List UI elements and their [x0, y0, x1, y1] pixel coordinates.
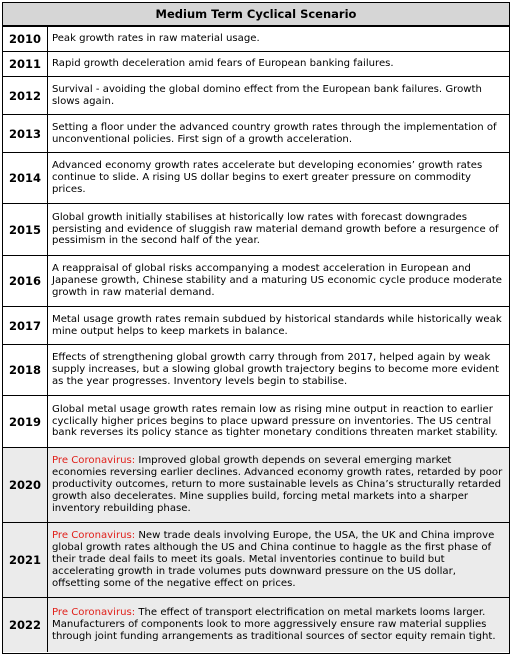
table-row [3, 448, 509, 523]
row-text [48, 77, 509, 114]
row-text [48, 256, 509, 306]
table-row [3, 307, 509, 345]
table-row [3, 396, 509, 448]
scenario-table [2, 2, 510, 654]
row-text [48, 598, 509, 652]
table-row [3, 52, 509, 77]
row-year: 2015 [3, 204, 48, 255]
row-year: 2014 [3, 153, 48, 203]
row-description: Rapid growth deceleration amid fears of European banking failures. [52, 58, 394, 70]
row-year: 2020 [3, 448, 48, 522]
row-year: 2019 [3, 396, 48, 447]
row-year: 2022 [3, 598, 48, 652]
row-text [48, 523, 509, 597]
row-text [48, 345, 509, 395]
row-text [48, 115, 509, 152]
table-row [3, 523, 509, 598]
row-text [48, 52, 509, 76]
row-description: Advanced economy growth rates accelerate but developing economies’ growth rates continue to slide. A rising US dollar begins to exert greater pressure on commodity prices. [52, 160, 483, 195]
row-text [48, 396, 509, 447]
row-year: 2012 [3, 77, 48, 114]
table-row [3, 77, 509, 115]
table-row [3, 153, 509, 204]
row-prefix: Pre Coronavirus: [52, 607, 136, 619]
row-description: Global metal usage growth rates remain low as rising mine output in reaction to earlier cyclically higher prices begins to place upward pressure on inventories. The US central bank reverses its policy stance as tighter monetary conditions threaten market stability. [52, 403, 498, 439]
row-text [48, 448, 509, 522]
table-row [3, 204, 509, 256]
row-year: 2021 [3, 523, 48, 597]
row-description: The effect of transport electrification on metal markets looms larger. Manufacturers of components look to more aggressively ensure raw material supplies through joint funding arrangements as traditional sources of sector equity remain tight. [52, 607, 496, 642]
row-description: Global growth initially stabilises at historically low rates with forecast downgrades persisting and evidence of sluggish raw material demand growth before a resurgence of pessimism in the second half of the year. [52, 211, 499, 247]
row-description: Effects of strengthening global growth carry through from 2017, helped again by weak supply increases, but a slowing global growth trajectory begins to become more evident as the year progresses. Inventory levels begin to stabilise. [52, 352, 499, 387]
row-text [48, 307, 509, 344]
table-title: Medium Term Cyclical Scenario [3, 3, 509, 27]
row-year: 2017 [3, 307, 48, 344]
row-description: New trade deals involving Europe, the USA, the UK and China improve global growth rates although the US and China continue to haggle as the first phase of their trade deal fails to meet its goals. Metal inventories continue to build but accelerating growth in trade volumes puts downward pressure on the US dollar, offsetting some of the negative effect on prices. [52, 530, 495, 589]
row-prefix: Pre Coronavirus: [52, 455, 136, 467]
row-year: 2011 [3, 52, 48, 76]
row-prefix: Pre Coronavirus: [52, 530, 136, 542]
row-year: 2010 [3, 27, 48, 51]
table-row [3, 115, 509, 153]
row-description: Survival - avoiding the global domino effect from the European bank failures. Growth slows again. [52, 83, 482, 107]
row-year: 2016 [3, 256, 48, 306]
row-year: 2013 [3, 115, 48, 152]
row-year: 2018 [3, 345, 48, 395]
row-description: Peak growth rates in raw material usage. [52, 33, 260, 45]
row-description: Improved global growth depends on several emerging market economies reversing earlier declines. Advanced economy growth rates, retarded by poor productivity outcomes, return to more sustainable levels as China’s structurally retarded growth also decelerates. Mine supplies build, forcing metal markets into a sharper inventory rebuilding phase. [52, 455, 503, 514]
table-row [3, 256, 509, 307]
row-text [48, 153, 509, 203]
row-description: A reappraisal of global risks accompanying a modest acceleration in European and Japanese growth, Chinese stability and a maturing US economic cycle produce moderate growth in raw material demand. [52, 263, 503, 298]
row-description: Metal usage growth rates remain subdued by historical standards while historically weak mine output helps to keep markets in balance. [52, 313, 502, 337]
table-row [3, 27, 509, 52]
row-text [48, 27, 509, 51]
table-row [3, 345, 509, 396]
row-text [48, 204, 509, 255]
table-row [3, 598, 509, 652]
row-description: Setting a floor under the advanced country growth rates through the implementation of unconventional policies. First sign of a growth acceleration. [52, 121, 497, 145]
